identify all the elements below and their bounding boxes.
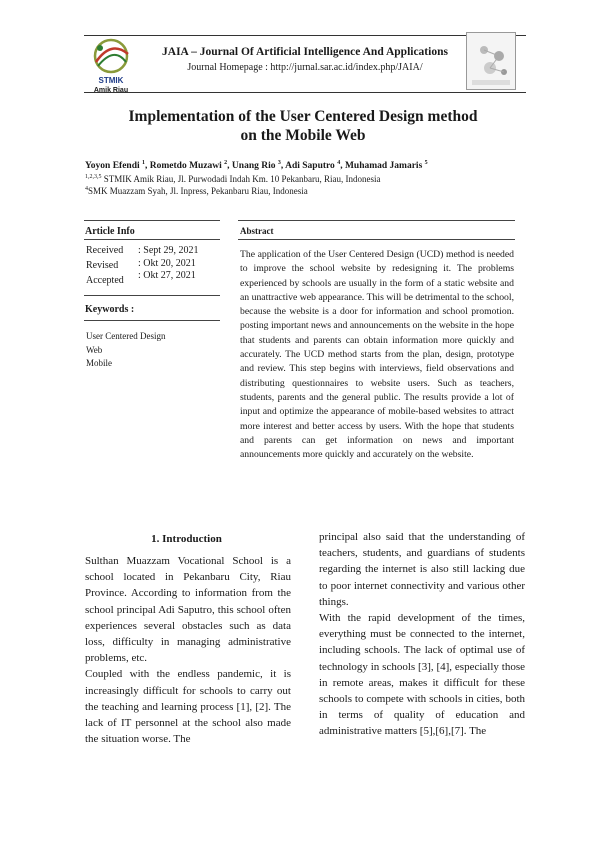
author-name: Yoyon Efendi <box>85 161 140 172</box>
body-paragraph: Coupled with the endless pandemic, it is increasingly difficult for schools to carry out the teaching and learning process [1], [2]. The lack of IT personnel at the school also made the situation worse. The <box>85 668 291 746</box>
affiliation-1: $^{1,2,3,5}$ STMIK Amik Riau, Jl. Purwodadi Indah Km. 10 Pekanbaru, Riau, Indonesia <box>85 174 381 184</box>
journal-homepage: Journal Homepage : http://jurnal.sar.ac.id/index.php/JAIA/ <box>187 62 423 73</box>
keyword-item: Web <box>86 345 103 355</box>
svg-text:STMIK: STMIK <box>98 76 124 85</box>
affiliation-2: $^4$SMK Muazzam Syah, Jl. Inpress, Pekanbaru Riau, Indonesia <box>85 186 308 196</box>
svg-text:Amik Riau: Amik Riau <box>93 87 129 94</box>
author-name: Rometdo Muzawi <box>149 161 222 172</box>
keywords-rule <box>84 320 220 321</box>
keywords-top-rule <box>84 295 220 296</box>
journal-title: JAIA – Journal Of Artificial Intelligence And Applications <box>162 46 448 58</box>
received-date: : Sept 29, 2021 <box>138 245 199 256</box>
body-paragraph: principal also said that the understanding of teachers, students, and guardians of students regarding the internet is also still lacking due to poor internet connectivity and various other things. <box>319 531 525 608</box>
author-name: Adi Saputro <box>285 161 335 172</box>
keyword-item: User Centered Design <box>86 331 166 341</box>
revised-date: : Okt 20, 2021 <box>138 258 196 269</box>
body-paragraph: With the rapid development of the times, everything must be connected to the internet, including schools. The lack of optimal use of technology in schools [3], [4], especially those in remote areas, makes it difficult for these schools to compete with schools in cities, both in terms of quality of education and administrative matters [5],[6],[7]. The <box>319 612 525 738</box>
received-label: Received <box>86 245 124 256</box>
author-list: Yoyon Efendi $^1$, Rometdo Muzawi $^2$, Unang Rio $^3$, Adi Saputro $^4$, Muhamad Jamaris $^5$ <box>85 160 428 172</box>
paper-title-line2: on the Mobile Web <box>240 127 366 144</box>
accepted-label: Accepted <box>86 275 124 286</box>
keyword-item: Mobile <box>86 358 112 368</box>
abstract-top-rule <box>238 220 515 221</box>
article-info-top-rule <box>84 220 220 221</box>
paper-title <box>100 107 506 145</box>
accepted-date: : Okt 27, 2021 <box>138 270 196 281</box>
stmik-logo <box>86 34 136 94</box>
body-paragraph: Sulthan Muazzam Vocational School is a school located in Pekanbaru City, Riau Province. According to information from the school principal Adi Saputro, this school often experiences several obstacles such as data loss, difficulty in managing administrative problems, etc. <box>85 555 291 665</box>
journal-cover-thumbnail <box>466 32 516 90</box>
abstract-text: The application of the User Centered Design (UCD) method is needed to improve the school website by redesigning it. The problems experienced by schools are usually in the form of a static website and an unattractive web appearance. This will be detrimental to the school, because the website is a door for information and school promotion. posting important news and announcements on the website in the hope that students and parents can obtain information more quickly and accurately. The UCD method starts from the plan, design, prototype and review. This step begins with interviews, field observations and distributing questionnaires to website users. Such as teachers, students, parents and the general public. The results provide a lot of input and optimize the appearance of mobile-based websites to attract more interest and better access by users. With the hope that students and parents can get information on news and important announcements more quickly and accurately on the website. <box>240 249 514 461</box>
header-top-rule <box>84 35 526 36</box>
keywords-heading: Keywords : <box>85 304 135 315</box>
author-name: Muhamad Jamaris <box>344 161 423 172</box>
paper-title-line1: Implementation of the User Centered Design method <box>128 108 478 125</box>
abstract-heading: Abstract <box>240 226 274 236</box>
author-name: Unang Rio <box>231 161 276 172</box>
body-column-left <box>85 553 291 747</box>
header-bottom-rule <box>84 92 526 93</box>
abstract-rule <box>238 239 515 240</box>
article-info-rule <box>84 239 220 240</box>
section-heading-introduction: 1. Introduction <box>151 533 222 545</box>
revised-label: Revised <box>86 260 119 271</box>
body-column-right <box>319 529 525 740</box>
article-info-heading: Article Info <box>85 226 135 237</box>
